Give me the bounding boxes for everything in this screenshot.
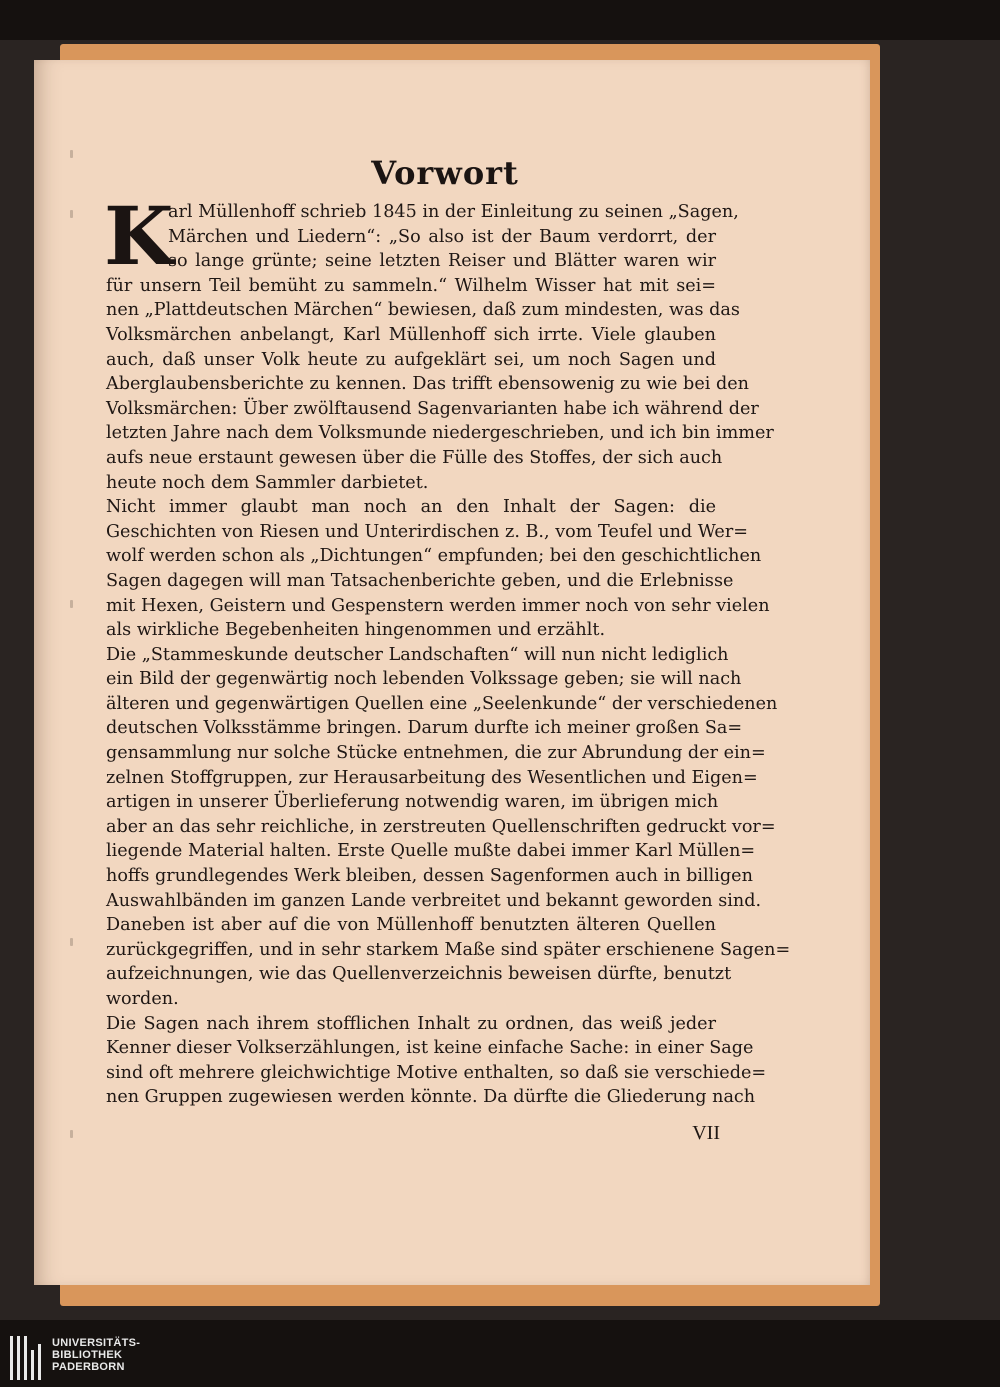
text-line: heute noch dem Sammler darbietet.	[106, 472, 429, 493]
text-line: zurückgegriffen, und in sehr starkem Maße sind später erschienene Sagen=	[106, 939, 791, 960]
text-line: liegende Material halten. Erste Quelle mußte dabei immer Karl Müllen=	[106, 841, 756, 862]
text-line: gensammlung nur solche Stücke entnehmen, die zur Abrundung der ein=	[106, 743, 766, 764]
binding-stitch	[70, 210, 73, 218]
text-line: hoffs grundlegendes Werk bleiben, dessen Sagenformen auch in billigen	[106, 866, 753, 887]
text-line: zelnen Stoffgruppen, zur Herausarbeitung des Wesentlichen und Eigen=	[106, 767, 758, 788]
book-page	[34, 60, 870, 1285]
text-line: aber an das sehr reichliche, in zerstreuten Quellenschriften gedruckt vor=	[106, 816, 776, 837]
text-line: deutschen Volksstämme bringen. Darum durfte ich meiner großen Sa=	[106, 718, 743, 739]
text-line: nen Gruppen zugewiesen werden könnte. Da dürfte die Gliederung nach	[106, 1087, 756, 1108]
text-line: Volksmärchen anbelangt, Karl Müllenhoff sich irrte. Viele glauben	[106, 324, 716, 345]
text-line: Volksmärchen: Über zwölftausend Sagenvarianten habe ich während der	[106, 398, 759, 419]
text-line: Geschichten von Riesen und Unterirdischen z. B., vom Teufel und Wer=	[106, 521, 748, 542]
text-line: älteren und gegenwärtigen Quellen eine „Seelenkunde“ der verschiedenen	[106, 693, 778, 714]
text-line: arl Müllenhoff schrieb 1845 in der Einleitung zu seinen „Sagen,	[168, 202, 739, 222]
text-line: ein Bild der gegenwärtig noch lebenden Volkssage geben; sie will nach	[106, 669, 742, 690]
text-line: für unsern Teil bemüht zu sammeln.“ Wilhelm Wisser hat mit sei=	[106, 275, 716, 296]
text-line: Auswahlbänden im ganzen Lande verbreitet und bekannt geworden sind.	[106, 890, 762, 911]
text-line: als wirkliche Begebenheiten hingenommen und erzählt.	[106, 620, 606, 641]
text-line: artigen in unserer Überlieferung notwendig waren, im übrigen mich	[106, 792, 719, 813]
page-title: Vorwort	[371, 154, 519, 192]
text-line: aufs neue erstaunt gewesen über die Fülle des Stoffes, der sich auch	[106, 447, 723, 468]
text-line: aufzeichnungen, wie das Quellenverzeichnis beweisen dürfte, benutzt	[106, 964, 732, 985]
library-logo	[10, 1334, 210, 1382]
library-logo-line: BIBLIOTHEK	[52, 1349, 123, 1361]
text-line: Sagen dagegen will man Tatsachenberichte geben, und die Erlebnisse	[106, 570, 734, 591]
library-logo-line: UNIVERSITÄTS-	[52, 1337, 141, 1349]
text-line: letzten Jahre nach dem Volksmunde niedergeschrieben, und ich bin immer	[106, 423, 774, 444]
text-line: Daneben ist aber auf die von Müllenhoff benutzten älteren Quellen	[106, 915, 716, 936]
text-line: auch, daß unser Volk heute zu aufgeklärt sei, um noch Sagen und	[106, 349, 716, 370]
binding-stitch	[70, 938, 73, 946]
text-line: wolf werden schon als „Dichtungen“ empfunden; bei den geschichtlichen	[106, 546, 762, 567]
text-line: Die „Stammeskunde deutscher Landschaften“ will nun nicht lediglich	[106, 644, 729, 665]
text-line: mit Hexen, Geistern und Gespenstern werden immer noch von sehr vielen	[106, 595, 770, 616]
text-line: Die Sagen nach ihrem stofflichen Inhalt zu ordnen, das weiß jeder	[106, 1013, 716, 1034]
text-line: Nicht immer glaubt man noch an den Inhalt der Sagen: die	[106, 497, 716, 518]
text-line: worden.	[106, 989, 179, 1009]
text-line: nen „Plattdeutschen Märchen“ bewiesen, daß zum mindesten, was das	[106, 300, 740, 321]
library-logo-line: PADERBORN	[52, 1361, 125, 1373]
text-line: Kenner dieser Volkserzählungen, ist keine einfache Sache: in einer Sage	[106, 1038, 754, 1059]
binding-stitch	[70, 600, 73, 608]
text-line: Märchen und Liedern“: „So also ist der Baum verdorrt, der	[168, 226, 716, 247]
drop-cap: K	[104, 189, 174, 283]
text-line: sind oft mehrere gleichwichtige Motive enthalten, so daß sie verschiede=	[106, 1062, 767, 1083]
body-text	[104, 189, 791, 1110]
page-number: VII	[692, 1122, 720, 1144]
text-line: so lange grünte; seine letzten Reiser und Blätter waren wir	[168, 251, 716, 272]
binding-stitch	[70, 1130, 73, 1138]
text-line: Aberglaubensberichte zu kennen. Das trifft ebensowenig zu wie bei den	[106, 374, 749, 395]
